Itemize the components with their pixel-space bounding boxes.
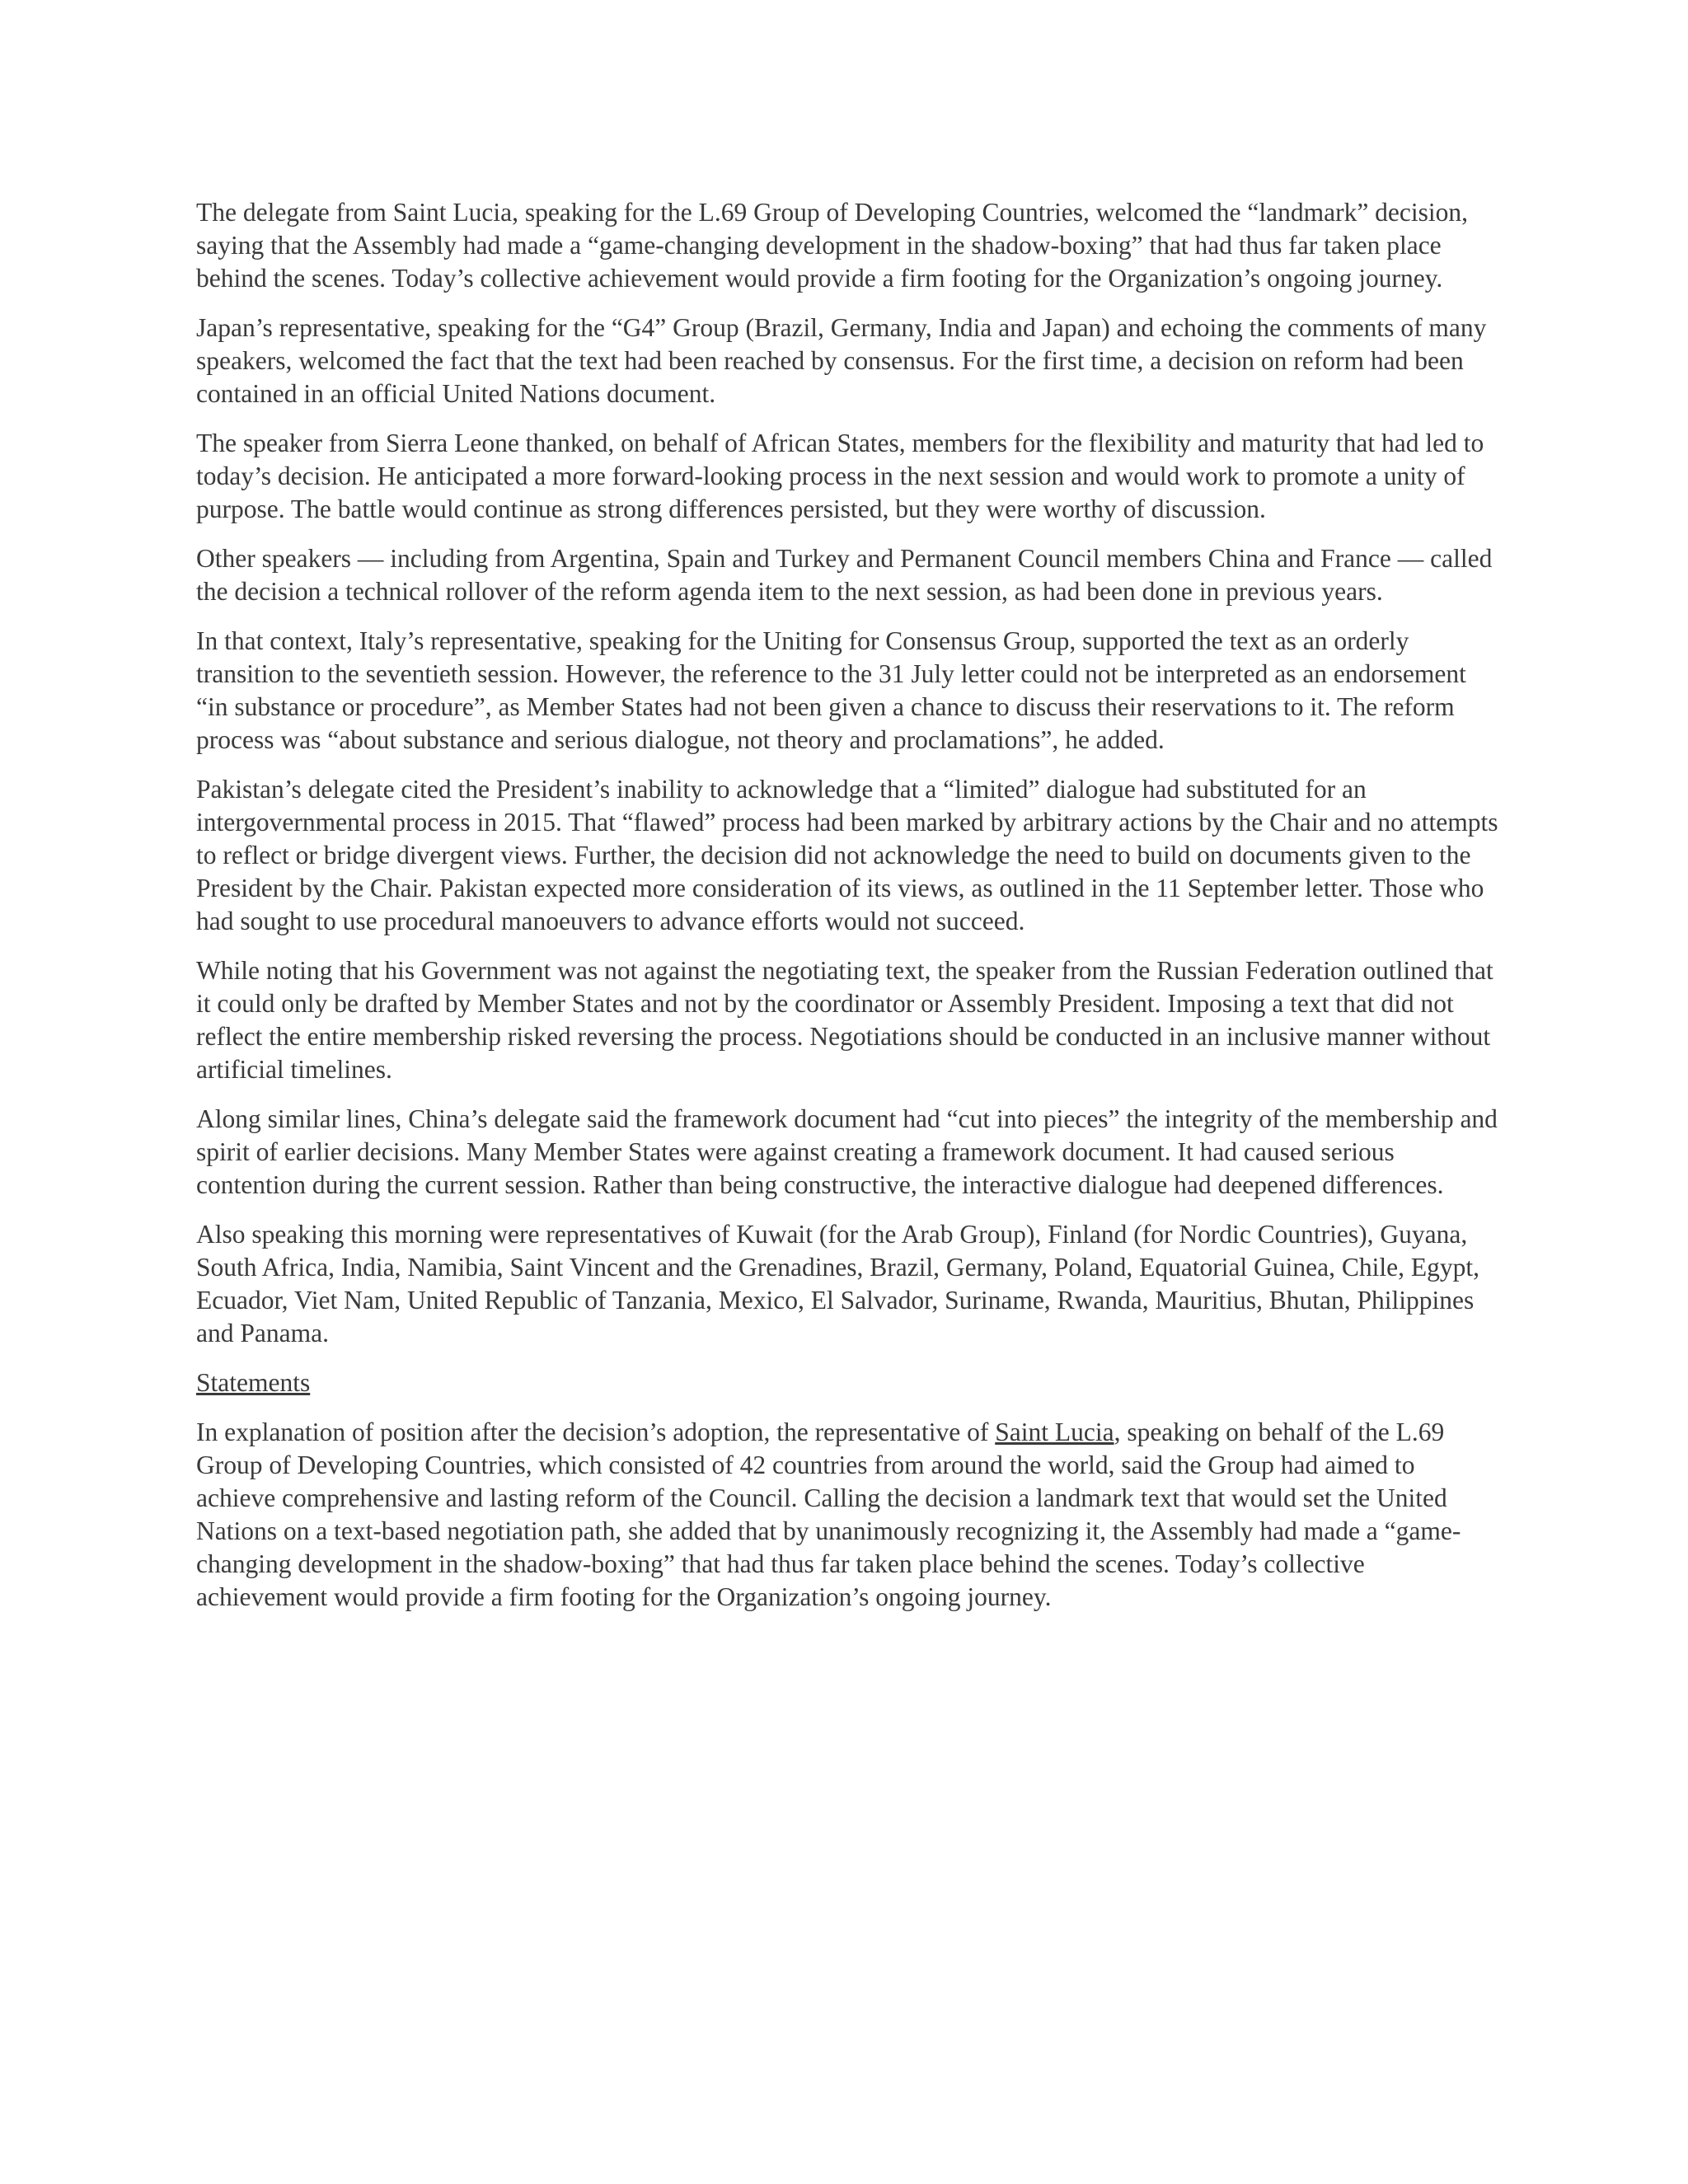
section-heading-statements: Statements	[196, 1368, 311, 1397]
document-page	[196, 196, 1498, 1630]
paragraph-saint-lucia-summary: The delegate from Saint Lucia, speaking for the L.69 Group of Developing Countries, welcomed the “landmark” decision, saying that the Assembly had made a “game-changing development in the shadow-boxing” that had thus far taken place behind the scenes. Today’s collective achievement would provide a firm footing for the Organization’s ongoing journey.	[196, 198, 1469, 293]
paragraph-sierra-leone: The speaker from Sierra Leone thanked, on behalf of African States, members for the flexibility and maturity that had led to today’s decision. He anticipated a more forward-looking process in the next session and would work to promote a unity of purpose. The battle would continue as strong differences persisted, but they were worthy of discussion.	[196, 429, 1484, 523]
paragraph-other-speakers: Other speakers — including from Argentina, Spain and Turkey and Permanent Council members China and France — called the decision a technical rollover of the reform agenda item to the next session, as had been done in previous years.	[196, 544, 1493, 606]
statement-text-after: , speaking on behalf of the L.69 Group of Developing Countries, which consisted of 42 countries from around the world, said the Group had aimed to achieve comprehensive and lasting reform of the Council. Calling the decision a landmark text that would set the United Nations on a text-based negotiation path, she added that by unanimously recognizing it, the Assembly had made a “game-changing development in the shadow-boxing” that had thus far taken place behind the scenes. Today’s collective achievement would provide a firm footing for the Organization’s ongoing journey.	[196, 1418, 1461, 1611]
paragraph-japan: Japan’s representative, speaking for the “G4” Group (Brazil, Germany, India and Japan) and echoing the comments of many speakers, welcomed the fact that the text had been reached by consensus. For the first time, a decision on reform had been contained in an official United Nations document.	[196, 313, 1487, 408]
paragraph-china: Along similar lines, China’s delegate said the framework document had “cut into pieces” the integrity of the membership and spirit of earlier decisions. Many Member States were against creating a framework document. It had caused serious contention during the current session. Rather than being constructive, the interactive dialogue had deepened differences.	[196, 1104, 1498, 1199]
paragraph-also-speaking: Also speaking this morning were representatives of Kuwait (for the Arab Group), Finland (for Nordic Countries), Guyana, South Africa, India, Namibia, Saint Vincent and the Grenadines, Brazil, Germany, Poland, Equatorial Guinea, Chile, Egypt, Ecuador, Viet Nam, United Republic of Tanzania, Mexico, El Salvador, Suriname, Rwanda, Mauritius, Bhutan, Philippines and Panama.	[196, 1220, 1479, 1347]
statement-text-before: In explanation of position after the decision’s adoption, the representative of	[196, 1418, 996, 1446]
paragraph-pakistan: Pakistan’s delegate cited the President’s inability to acknowledge that a “limited” dialogue had substituted for an intergovernmental process in 2015. That “flawed” process had been marked by arbitrary actions by the Chair and no attempts to reflect or bridge divergent views. Further, the decision did not acknowledge the need to build on documents given to the President by the Chair. Pakistan expected more consideration of its views, as outlined in the 11 September letter. Those who had sought to use procedural manoeuvers to advance efforts would not succeed.	[196, 775, 1498, 935]
paragraph-statement-saint-lucia	[196, 1416, 1498, 1614]
saint-lucia-link[interactable]: Saint Lucia	[995, 1418, 1114, 1446]
paragraph-russian-federation: While noting that his Government was not against the negotiating text, the speaker from the Russian Federation outlined that it could only be drafted by Member States and not by the coordinator or Assembly President. Imposing a text that did not reflect the entire membership risked reversing the process. Negotiations should be conducted in an inclusive manner without artificial timelines.	[196, 956, 1493, 1084]
paragraph-italy: In that context, Italy’s representative, speaking for the Uniting for Consensus Group, supported the text as an orderly transition to the seventieth session. However, the reference to the 31 July letter could not be interpreted as an endorsement “in substance or procedure”, as Member States had not been given a chance to discuss their reservations to it. The reform process was “about substance and serious dialogue, not theory and proclamations”, he added.	[196, 626, 1466, 754]
